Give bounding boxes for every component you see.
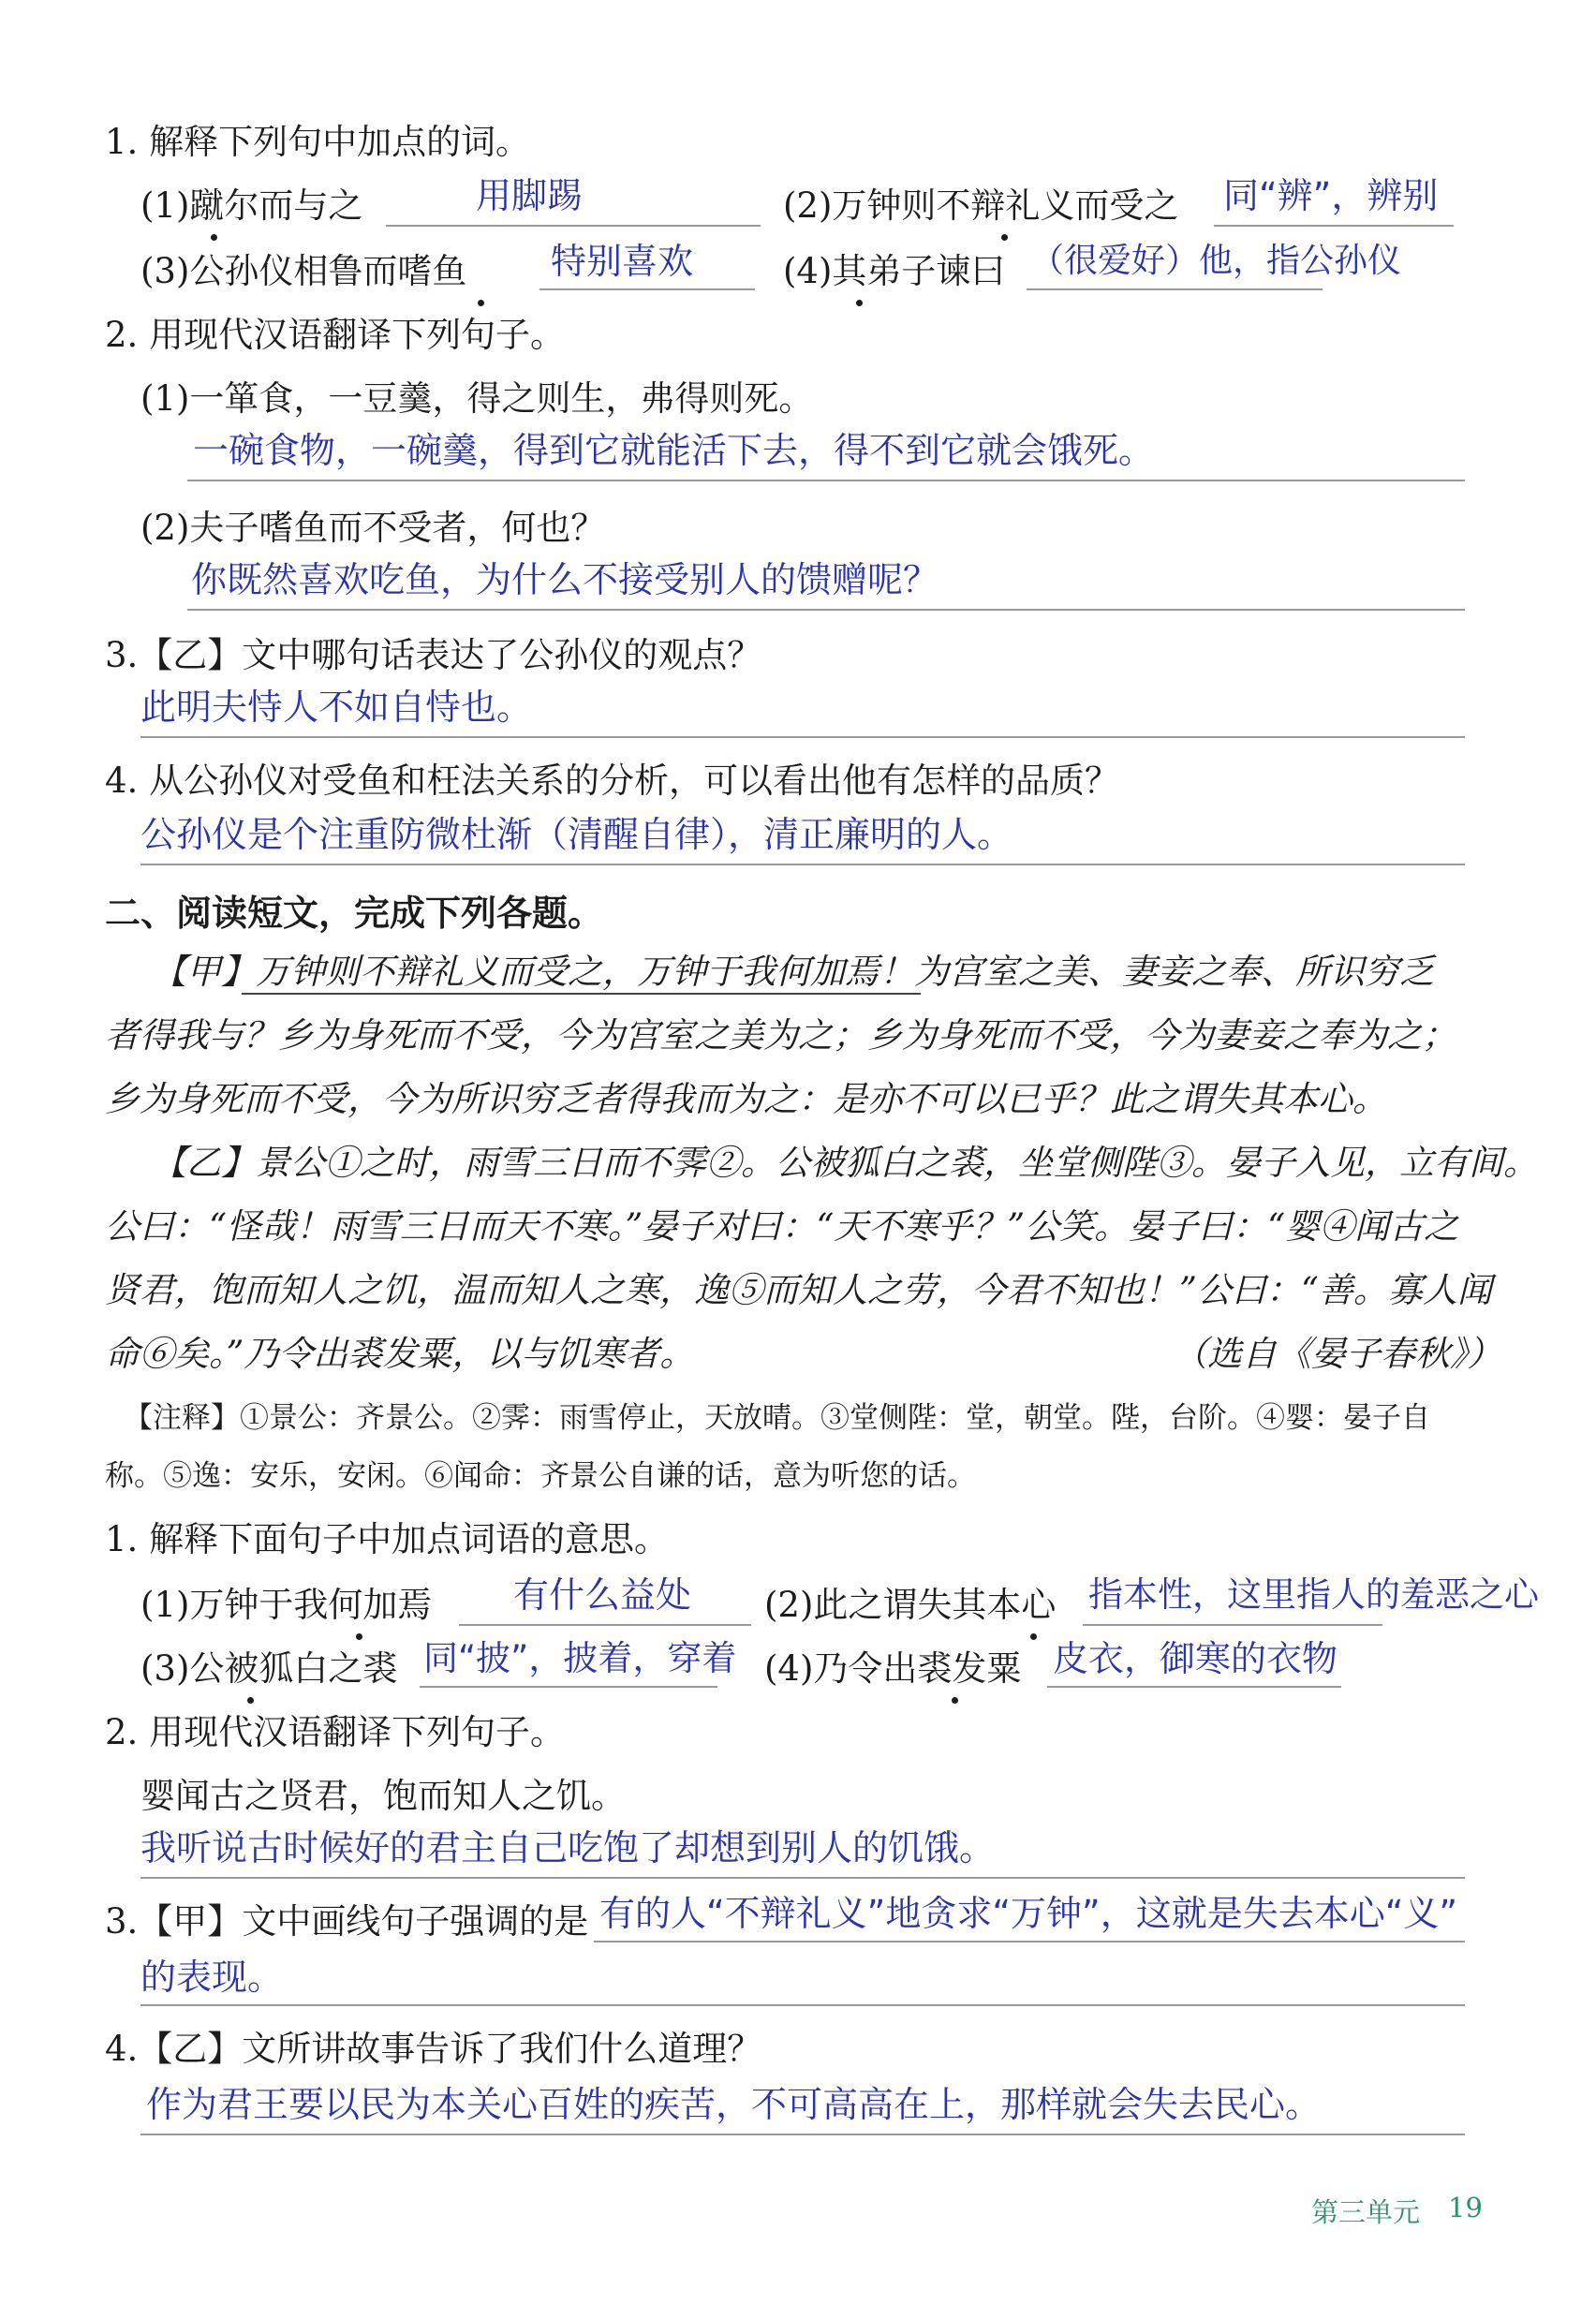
answer-line bbox=[539, 288, 755, 290]
passage-yi-line3: 贤君，饱而知人之饥，温而知人之寒，逸⑤而知人之劳，今君不知也！”公曰：“善。寡人闻 bbox=[105, 1270, 1492, 1310]
passage-yi-line4: 命⑥矣。”乃令出裘发粟，以与饥寒者。 bbox=[105, 1334, 695, 1374]
q1-item3-answer: 特别喜欢 bbox=[551, 241, 694, 282]
passage-yi-line1: 【乙】景公①之时，雨雪三日而不霁②。公被狐白之裘，坐堂侧陛③。晏子入见，立有间。 bbox=[152, 1143, 1538, 1183]
passage-jia-line3: 乡为身死而不受，今为所识穷乏者得我而为之：是亦不可以已乎？此之谓失其本心。 bbox=[105, 1079, 1387, 1119]
p2-q3-stem: 3.【甲】文中画线句子强调的是 bbox=[105, 1901, 589, 1942]
answer-line bbox=[594, 1941, 1465, 1942]
passage-jia-line2: 者得我与？乡为身死而不受，今为宫室之美为之；乡为身死而不受，今为妻妾之奉为之； bbox=[105, 1015, 1456, 1056]
p2-q1-item2-answer: 指本性，这里指人的羞恶之心 bbox=[1088, 1574, 1539, 1615]
p2-q4-stem: 4.【乙】文所讲故事告诉了我们什么道理？ bbox=[105, 2029, 762, 2069]
q2-item1-answer: 一碗食物，一碗羹，得到它就能活下去，得不到它就会饿死。 bbox=[193, 430, 1155, 471]
answer-line bbox=[140, 864, 1465, 865]
footer-unit: 第三单元 bbox=[1311, 2196, 1421, 2228]
emphasis-dot bbox=[1001, 234, 1008, 241]
answer-line bbox=[187, 609, 1465, 611]
answer-line bbox=[1214, 225, 1454, 227]
q1-item2-prompt: (2)万钟则不辩礼义而受之 bbox=[783, 185, 1179, 226]
p2-q2-sentence: 婴闻古之贤君，饱而知人之饥。 bbox=[140, 1776, 626, 1816]
answer-line bbox=[140, 1877, 1465, 1879]
answer-line bbox=[1027, 288, 1323, 290]
emphasis-dot bbox=[211, 234, 217, 241]
q1-stem: 1. 解释下列句中加点的词。 bbox=[105, 122, 531, 162]
q1-item3-prompt: (3)公孙仪相鲁而嗜鱼 bbox=[140, 251, 467, 291]
answer-line bbox=[1083, 1624, 1382, 1626]
underlined-sentence bbox=[242, 993, 921, 995]
q3-answer: 此明夫恃人不如自恃也。 bbox=[140, 687, 533, 728]
p2-q3-answer-line2: 的表现。 bbox=[140, 1957, 284, 1998]
answer-line bbox=[140, 2004, 1465, 2006]
q1-item2-answer: 同“辨”，辨别 bbox=[1223, 175, 1439, 216]
q1-item4-answer: （很爱好）他，指公孙仪 bbox=[1030, 242, 1402, 280]
q2-stem: 2. 用现代汉语翻译下列句子。 bbox=[105, 315, 566, 355]
page-number: 19 bbox=[1448, 2192, 1483, 2223]
passage-source: （选自《晏子春秋》） bbox=[1173, 1334, 1502, 1374]
p2-q3-answer-line1: 有的人“不辩礼义”地贪求“万钟”，这就是失去本心“义” bbox=[599, 1893, 1458, 1934]
p2-q2-answer: 我听说古时候好的君主自己吃饱了却想到别人的饥饿。 bbox=[140, 1827, 996, 1868]
q1-item1-answer: 用脚踢 bbox=[476, 175, 584, 216]
emphasis-dot bbox=[356, 1633, 362, 1640]
emphasis-dot bbox=[856, 300, 863, 306]
answer-line bbox=[140, 736, 1465, 738]
p2-q1-item2-prompt: (2)此之谓失其本心 bbox=[764, 1585, 1057, 1625]
p2-q1-item4-answer: 皮衣，御寒的衣物 bbox=[1053, 1638, 1338, 1679]
p2-q1-item1-prompt: (1)万钟于我何加焉 bbox=[140, 1585, 433, 1625]
p2-q1-item3-prompt: (3)公被狐白之裘 bbox=[140, 1648, 398, 1689]
emphasis-dot bbox=[247, 1697, 254, 1704]
emphasis-dot bbox=[478, 300, 484, 306]
q2-item2-answer: 你既然喜欢吃鱼，为什么不接受别人的馈赠呢？ bbox=[191, 559, 939, 600]
emphasis-dot bbox=[952, 1697, 958, 1704]
p2-q2-stem: 2. 用现代汉语翻译下列句子。 bbox=[105, 1712, 566, 1752]
p2-q1-item3-answer: 同“披”，披着，穿着 bbox=[423, 1638, 737, 1678]
emphasis-dot bbox=[1030, 1633, 1037, 1640]
p2-q1-item4-prompt: (4)乃令出裘发粟 bbox=[764, 1648, 1022, 1689]
q1-item1-prompt: (1)蹴尔而与之 bbox=[140, 185, 363, 226]
q4-stem: 4. 从公孙仪对受鱼和枉法关系的分析，可以看出他有怎样的品质？ bbox=[105, 761, 1120, 801]
q3-stem: 3.【乙】文中哪句话表达了公孙仪的观点？ bbox=[105, 635, 762, 675]
answer-line bbox=[459, 1624, 751, 1626]
passage-yi-line2: 公曰：“怪哉！雨雪三日而天不寒。”晏子对曰：“天不寒乎？”公笑。晏子曰：“婴④闻古之 bbox=[105, 1206, 1459, 1247]
answer-line bbox=[386, 225, 761, 227]
p2-q1-stem: 1. 解释下面句子中加点词语的意思。 bbox=[105, 1519, 670, 1559]
q2-item1-prompt: (1)一箪食，一豆羹，得之则生，弗得则死。 bbox=[140, 378, 814, 419]
notes-line1: 【注释】①景公：齐景公。②霁：雨雪停止，天放晴。③堂侧陛：堂，朝堂。陛，台阶。④婴：晏子自 bbox=[124, 1401, 1430, 1435]
answer-line bbox=[187, 480, 1465, 481]
p2-q4-answer: 作为君王要以民为本关心百姓的疾苦，不可高高在上，那样就会失去民心。 bbox=[146, 2084, 1322, 2125]
section-heading: 二、阅读短文，完成下列各题。 bbox=[105, 893, 604, 934]
q1-item4-prompt: (4)其弟子谏曰 bbox=[783, 251, 1006, 291]
notes-line2: 称。⑤逸：安乐，安闲。⑥闻命：齐景公自谦的话，意为听您的话。 bbox=[105, 1459, 976, 1493]
answer-line bbox=[140, 2134, 1465, 2135]
q4-answer: 公孙仪是个注重防微杜渐（清醒自律），清正廉明的人。 bbox=[140, 814, 1013, 855]
q2-item2-prompt: (2)夫子嗜鱼而不受者，何也？ bbox=[140, 508, 606, 548]
answer-line bbox=[420, 1686, 717, 1688]
answer-line bbox=[1047, 1686, 1341, 1688]
passage-jia-line1: 【甲】万钟则不辩礼义而受之，万钟于我何加焉！为宫室之美、妻妾之奉、所识穷乏 bbox=[152, 952, 1434, 992]
p2-q1-item1-answer: 有什么益处 bbox=[513, 1574, 692, 1616]
